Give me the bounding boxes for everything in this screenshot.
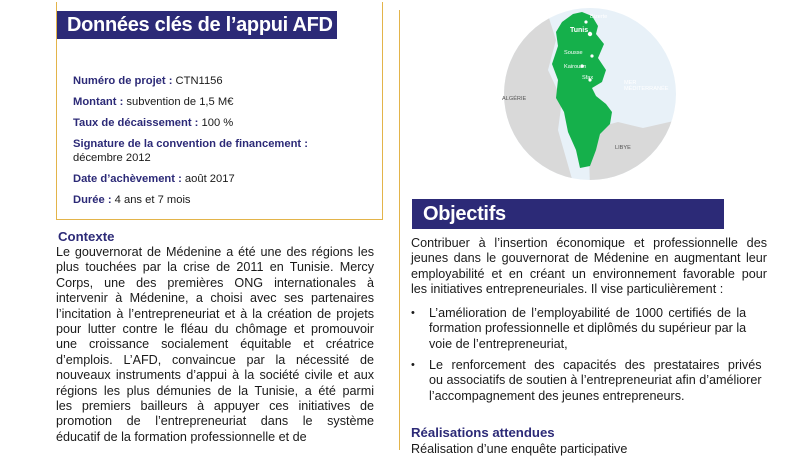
key-label: Date d’achèvement : xyxy=(73,173,182,185)
contexte-line: intervenir à Médenine, a choisi avec ses partenaires xyxy=(56,291,374,306)
bullet-text xyxy=(429,358,762,404)
contexte-line: nouveaux instruments d’appui à la société civile et aux xyxy=(56,368,374,383)
objectifs-intro-line: jeunes dans le gouvernorat de Médenine en augmentant leur xyxy=(411,251,767,266)
key-row-signature xyxy=(73,137,373,165)
city-label-sfax: Sfax xyxy=(582,75,594,81)
contexte-line: l’incitation à l’entrepreneuriat et à la création de projets xyxy=(56,306,374,321)
column-divider xyxy=(399,10,400,450)
contexte-line: pour lutter contre le fléau du chômage et promouvoir xyxy=(56,322,374,337)
bullet-line: voie de l’entrepreneuriat, xyxy=(429,336,568,351)
city-label-bizerte: Bizerte xyxy=(590,14,608,20)
key-value: décembre 2012 xyxy=(73,152,151,164)
key-value: CTN1156 xyxy=(172,75,223,87)
tunisia-map xyxy=(478,0,708,186)
key-value: 100 % xyxy=(198,117,234,129)
contexte-line: les premiers bailleurs à appuyer ces initiatives de xyxy=(56,399,374,414)
objectifs-title: Objectifs xyxy=(412,199,724,229)
key-value: 4 ans et 7 mois xyxy=(111,194,191,206)
objectifs-intro xyxy=(411,236,767,298)
libya-shape xyxy=(588,118,708,186)
objectif-bullet-1 xyxy=(411,306,767,352)
key-row-project-number xyxy=(73,74,373,88)
realisations-heading: Réalisations attendues xyxy=(411,425,555,440)
contexte-heading: Contexte xyxy=(58,229,115,244)
contexte-line: régions les plus démunies de la Tunisie, a été parmi xyxy=(56,383,374,398)
sea-label-line-1: MER xyxy=(624,80,637,86)
key-row-amount xyxy=(73,95,373,109)
key-row-duration xyxy=(73,193,373,207)
key-label: Durée : xyxy=(73,194,112,206)
map-graphic xyxy=(478,0,708,186)
key-value: août 2017 xyxy=(181,173,235,185)
objectif-bullet-2 xyxy=(411,358,767,404)
key-data-list xyxy=(73,74,373,214)
key-data-title: Données clés de l’appui AFD xyxy=(57,11,337,39)
bullet-line: formation professionnelle et diplômés du supérieur par la xyxy=(429,321,747,336)
bizerte-marker xyxy=(584,20,587,23)
city-label-sousse: Sousse xyxy=(564,50,583,56)
country-label-libya: LIBYE xyxy=(615,145,631,151)
objectifs-intro-line: Contribuer à l’insertion économique et professionnelle des xyxy=(411,236,767,250)
key-row-disbursement-rate xyxy=(73,116,373,130)
contexte-line: d’emplois. L’AFD, convaincue par la nécessité de xyxy=(56,352,374,367)
key-row-completion-date xyxy=(73,172,373,186)
bullet-line: Le renforcement des capacités des prestataires privés xyxy=(429,358,762,372)
bullet-line: L’amélioration de l’employabilité de 1000 certifiés de la xyxy=(429,306,747,320)
country-label-algeria: ALGÉRIE xyxy=(502,96,527,102)
key-data-panel xyxy=(56,2,383,220)
objectifs-intro-line: employabilité et en créant un environnement favorable pour xyxy=(411,266,767,281)
city-label-kairouan: Kairouan xyxy=(564,64,587,70)
contexte-line: éducatif de la formation professionnelle et de xyxy=(56,429,307,444)
sea-label xyxy=(624,80,668,92)
key-value: subvention de 1,5 M€ xyxy=(123,96,234,108)
contexte-line: une croissance socialement équitable et créatrice xyxy=(56,337,374,352)
bullet-line: l’accompagnement des jeunes entrepreneurs. xyxy=(429,388,685,403)
contexte-line: Corps, une des premières ONG internationales à xyxy=(56,275,374,290)
bullet-text xyxy=(429,306,746,352)
key-label: Numéro de projet : xyxy=(73,75,173,87)
sea-label-line-2: MÉDITERRANÉE xyxy=(624,86,669,92)
contexte-line: Le gouvernorat de Médenine a été une des régions les xyxy=(56,245,374,259)
contexte-body xyxy=(56,245,374,445)
tunis-marker xyxy=(588,32,592,36)
bullet-glyph: • xyxy=(411,307,415,319)
key-label: Taux de décaissement : xyxy=(73,117,199,129)
objectifs-intro-line: les initiatives entrepreneuriales. Il vise particulièrement : xyxy=(411,282,724,297)
contexte-line: plus touchées par la crise de 2011 en Tunisie. Mercy xyxy=(56,260,374,275)
sousse-marker xyxy=(590,54,593,57)
key-label: Montant : xyxy=(73,96,124,108)
city-label-tunis: Tunis xyxy=(570,27,589,34)
bullet-line: ou associatifs de soutien à l’entrepreneuriat afin d’améliorer xyxy=(429,373,762,388)
contexte-line: promotion de l’entrepreneuriat dans le système xyxy=(56,414,374,429)
realisations-partial-line: Réalisation d’une enquête participative xyxy=(411,442,628,456)
key-label: Signature de la convention de financement : xyxy=(73,138,308,150)
bullet-glyph: • xyxy=(411,359,415,371)
